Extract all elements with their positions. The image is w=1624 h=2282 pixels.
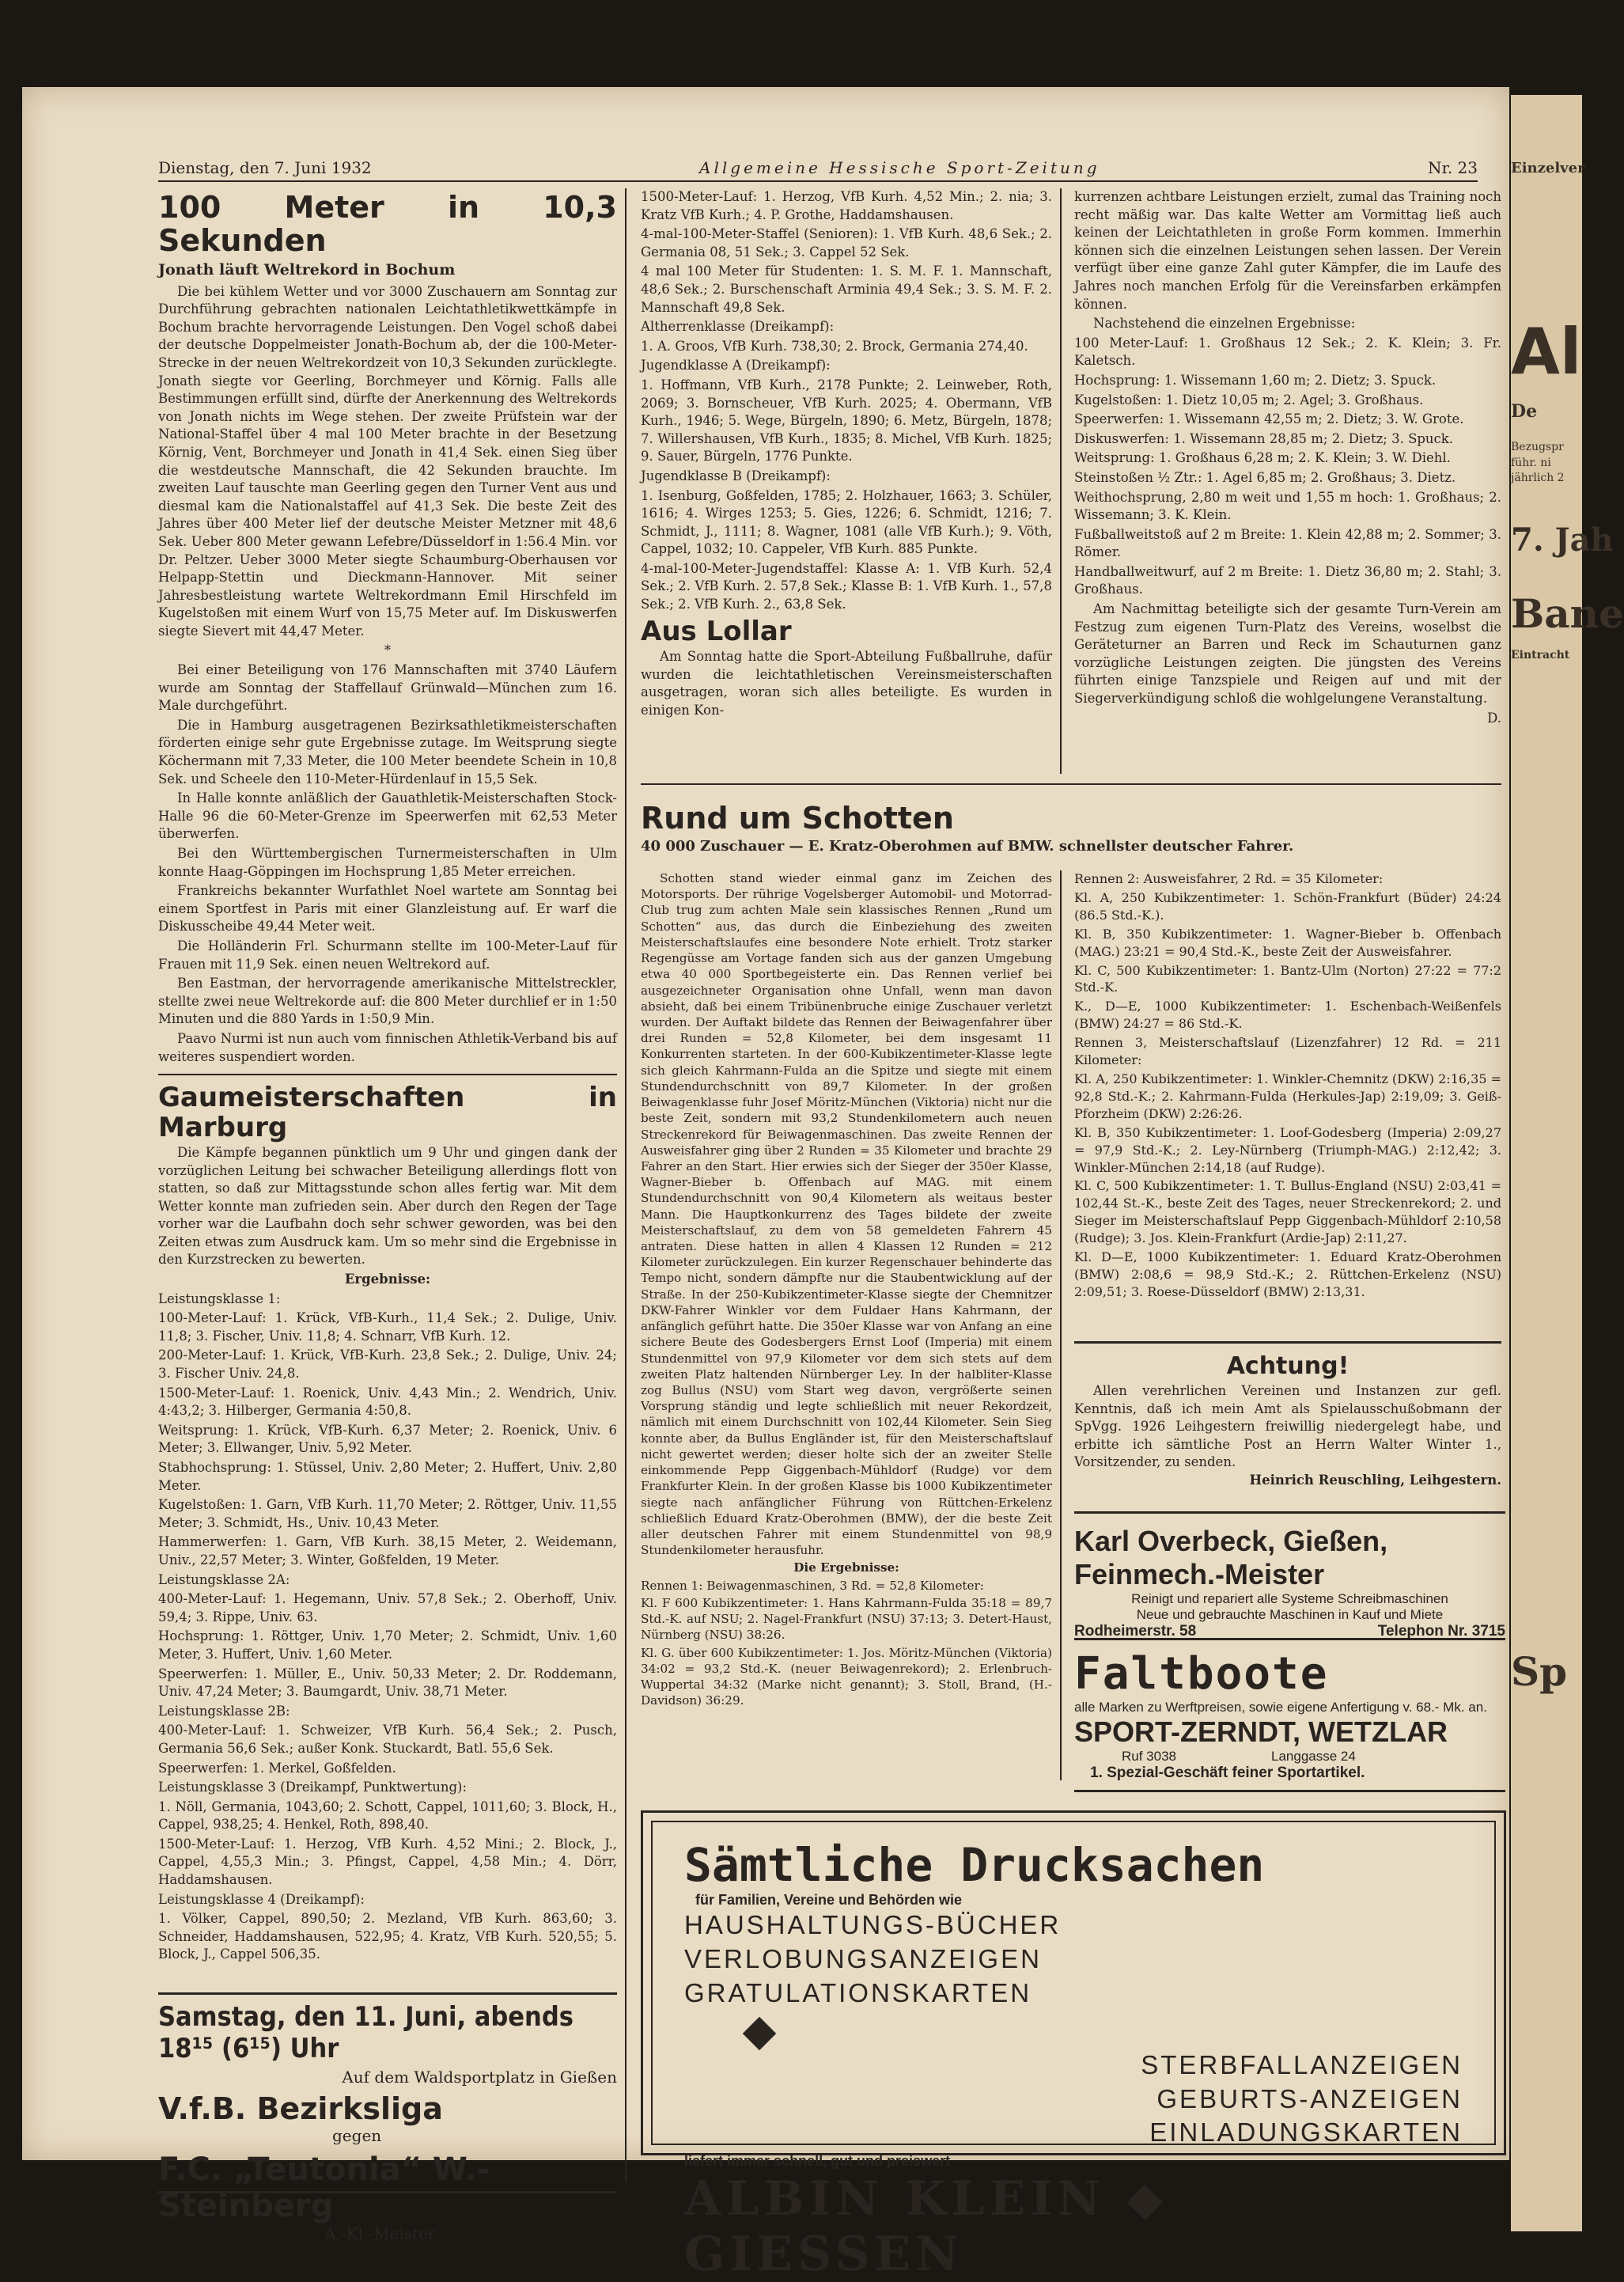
article-paragraph: Ben Eastman, der hervorragende amerikanische Mittelstreckler, stellte zwei neue Weltrekorde auf: die 800 Meter durchlief er in 1:50 Minuten und die 880 Yards in 1:50,9 Min. (158, 976, 617, 1027)
result-line: Rennen 2: Ausweisfahrer, 2 Rd. = 35 Kilometer: (1074, 871, 1384, 886)
result-line: Altherrenklasse (Dreikampf): (641, 319, 835, 335)
article-paragraph: Die bei kühlem Wetter und vor 3000 Zuschauern am Sonntag zur Durchführung gebrachten nationalen Leichtathletikwettkämpfe in Bochum brachte hervorragende Leistungen. Den Vogel schoß dabei der deutsche Doppelmeister Jonath-Bochum ab, der die 100-Meter-Strecke in der neuen Weltrekordzeit von 10,3 Sekunden zurücklegte. Jonath siegte vor Geerling, Borchmeyer und Körnig. Falls alle Bestimmungen erfüllt sind, dürfte der Anerkennung des Weltrekords von Jonath nichts im Wege stehen. Der zweite Prüfstein war der National-Staffel über 4 mal 100 Meter brachte in der Besetzung Körnig, Vent, Borchmeyer und Jonath in 41,4 Sek. einen Sieg über die westdeutsche Mannschaft, die 42 Sekunden brauchte. Im zweiten Lauf tauschte man Geerling gegen den Turner Vent aus und diesmal kam die Nationalstaffel auf 41,3 Sek. Die beste Zeit des Jahres über 400 Meter lief der deutsche Meister Metzner mit 48,6 Sek. Ueber 800 Meter gewann Lefebre/Düsseldorf in 1:56.4 Min. vor Dr. Peltzer. Ueber 3000 Meter siegte Schaumburg-Oberhausen vor Helpapp-Stettin und Dieckmann-Hannover. Mit seiner Jahresbestleistung wartete Weltrekordmann Emil Hirschfeld im Kugelstoßen mit einem Wurf von 15,75 Meter auf. Im Diskuswerfen siegte Sievert mit 44,47 Meter. (158, 283, 617, 639)
ad-overbeck-phone: Telephon Nr. 3715 (1377, 1623, 1505, 1639)
result-line: Steinstoßen ½ Ztr.: 1. Agel 6,85 m; 2. Großhaus; 3. Dietz. (1074, 469, 1456, 485)
ad-match-vs: gegen (332, 2126, 382, 2145)
result-line: Leistungsklasse 2A: (158, 1571, 290, 1587)
article-paragraph: In Halle konnte anläßlich der Gauathletik-Meisterschaften Stock-Halle 96 die 60-Meter-Grenze im Speerwerfen mit 62,53 Meter überwerfen. (158, 790, 617, 842)
results-heading: Ergebnisse: (344, 1272, 431, 1287)
result-line: Stabhochsprung: 1. Stüssel, Univ. 2,80 Meter; 2. Huffert, Univ. 2,80 Meter. (158, 1460, 617, 1493)
result-line: 1. Völker, Cappel, 890,50; 2. Mezland, VfB Kurh. 863,60; 3. Schneider, Haddamshausen, 522,95; 4. Kratz, VfB Kurh. 520,55; 5. Block, J., Cappel 506,35. (158, 1911, 617, 1962)
result-line: 100 Meter-Lauf: 1. Großhaus 12 Sek.; 2. K. Klein; 3. Fr. Kaletsch. (1074, 335, 1501, 369)
result-line: Kl. C, 500 Kubikzentimeter: 1. Bantz-Ulm (Norton) 27:22 = 77:2 Std.-K. (1074, 962, 1501, 995)
column-divider (625, 188, 627, 2182)
edge-text: Bane (1511, 589, 1624, 637)
column-2 (641, 188, 1052, 721)
result-line: Kugelstoßen: 1. Dietz 10,05 m; 2. Agel; 3. Großhaus. (1074, 392, 1424, 408)
notice-text: Allen verehrlichen Vereinen und Instanzen zur gefl. Kenntnis, daß ich mein Amt als Spielausschußobmann der SpVgg. 1926 Leihgestern freiwillig niedergelegt habe, und erbitte ich sämtliche Post an Herrn Walter Winter 1., Vorsitzender, zu senden. (1074, 1383, 1501, 1470)
ad-drucksachen-item: GEBURTS-ANZEIGEN (1156, 2083, 1463, 2113)
header-title: Allgemeine Hessische Sport-Zeitung (699, 158, 1100, 177)
ad-drucksachen (641, 1810, 1506, 2282)
ad-drucksachen-item: EINLADUNGSKARTEN (1149, 2117, 1463, 2147)
result-line: 1. Isenburg, Goßfelden, 1785; 2. Holzhauer, 1663; 3. Schüler, 1616; 4. Wirges 1253; 5. Gies, 1226; 6. Schmidt, 1216; 7. Schmidt, J., 1111; 8. Wagner, 1081 (alle VfB Kurh.); 9. Vöth, Cappel, 1032; 10. Cappeler, VfB Kurh. 885 Punkte. (641, 487, 1052, 557)
ad-drucksachen-item: STERBFALLANZEIGEN (1141, 2049, 1463, 2079)
article-paragraph: Die Kämpfe begannen pünktlich um 9 Uhr und gingen dank der vorzüglichen Leitung bei schwacher Beteiligung allerdings flott von statten, so daß zur Mittagsstunde schon alles fertig war. Mit dem Wetter konnte man zufrieden sein. Aber durch den Regen der Tage vorher war die Laufbahn doch sehr schwer geworden, was bei den Zeiten etwas zum Ausdruck kam. Um so mehr sind die Ergebnisse in den Kurzstrecken zu bewerten. (158, 1144, 617, 1268)
result-line: 1500-Meter-Lauf: 1. Herzog, VfB Kurh. 4,52 Mini.; 2. Block, J., Cappel, 4,55,3 Min.; 3. Pfingst, Cappel, 4,58 Min.; 4. Dörr, Haddamshausen. (158, 1836, 617, 1888)
result-line: Hochsprung: 1. Wissemann 1,60 m; 2. Dietz; 3. Spuck. (1074, 372, 1437, 388)
result-line: Diskuswerfen: 1. Wissemann 28,85 m; 2. Dietz; 3. Spuck. (1074, 430, 1454, 446)
result-line: K., D—E, 1000 Kubikzentimeter: 1. Eschenbach-Weißenfels (BMW) 24:27 = 86 Std.-K. (1074, 999, 1501, 1032)
diamond-ornament-icon (743, 2016, 776, 2049)
result-line: Weitsprung: 1. Großhaus 6,28 m; 2. K. Klein; 3. W. Diehl. (1074, 450, 1451, 466)
article-paragraph: Am Nachmittag beteiligte sich der gesamte Turn-Verein am Festzug zum eigenen Turn-Platz des Vereins, woselbst die Geräteturner an Barren und Reck im Schauturnen ganz vorzügliche Leistungen zeigten. Die jüngsten des Vereins führten einige Tanzspiele und Reigen auf und mit der Siegerverkündigung schloß die wohlgelungene Veranstaltung. (1074, 601, 1501, 707)
article-paragraph: Schotten stand wieder einmal ganz im Zeichen des Motorsports. Der rührige Vogelsberger Automobil- und Motorrad-Club trug zum achten Male sein klassisches Rennen „Rund um Schotten“ aus, das durch die Einbeziehung des zweiten Meisterschaftslaufes eine besondere Note erhielt. Trotz starker Regengüsse am Vortage fanden sich aus der ganzen Umgebung etwa 40 000 Sportbegeisterte ein. Das Rennen verlief bei ausgezeichneter Organisation ohne Unfall, wenn man davon absieht, daß bei einem Tribünenbruche einige Zuschauer verletzt wurden. Der Auftakt bildete das Rennen der Beiwagenfahrer über drei Runden = 52,8 Kilometer, bei dem insgesamt 11 Konkurrenten starteten. In der 600-Kubikzentimeter-Klasse legte sich gleich Kahrmann-Fulda an die Spitze und siegte mit einem Stundendurchschnitt von 89,7 Kilometer. In der großen Beiwagenklasse fuhr Josef Möritz-München (Viktoria) nicht nur die beste Zeit, sondern mit 93,2 Stundenkilometern auch neuen Streckenrekord für Beiwagenmaschinen. Das zweite Rennen der Ausweisfahrer ging über 2 Runden = 35 Kilometer und brachte 29 Fahrer an den Start. Hier erwies sich der Sieger der 350er Klasse, Wagner-Bieber b. Offenbach auf MAG. mit einem Stundendurchschnitt von 90,4 Kilometern als weitaus bester Mann. Die Hauptkonkurrenz des Tages bildete der zweite Meisterschaftslauf, zu dem von 58 gemeldeten Fahrern 45 antraten. Diese hatten in allen 4 Klassen 12 Runden = 212 Kilometer zurückzulegen. Ein kurzer Regenschauer behinderte das Tempo nicht, sondern dämpfte nur die Staubentwicklung auf der Straße. In der 250-Kubikzentimeter-Klasse siegte der Chemnitzer DKW-Fahrer Winkler vor dem Fuldaer Hans Kahrmann, der anfänglich geführt hatte. Die 350er Klasse war von Anfang an eine sichere Beute des Godesbergers Ernst Loof (Imperia) mit einem Stundenmittel von 97,9 Kilometer vor dem sich stets auf dem zweiten Platz haltenden Nürnberger Ley. In der halbliter-Klasse zog Bullus (NSU) vom Start weg davon, vergrößerte seinen Vorsprung ständig und legte schließlich mit neuer Rekordzeit, nämlich mit einem Durchschnitt von 102,44 Kilometer. Sein Sieg konnte aber, da Bullus Engländer ist, für den Meisterschaftslauf nicht gewertet werden; dieser holte sich der an zweiter Stelle einkommende Pepp Giggenbach-Mühldorf (Rudge) vor dem Frankfurter Klein. In der großen Klasse bis 1000 Kubikzentimeter siegte nach anfänglicher Führung von Rüttchen-Erkelenz schließlich Eduard Kratz-Oberohmen (BMW), der die beste Zeit aller deutschen Fahrer mit einem Stundenmittel von 98,9 Stundenkilometer herausfuhr. (641, 871, 1052, 1558)
ad-overbeck-line: Neue und gebrauchte Maschinen in Kauf und Miete (1136, 1607, 1444, 1622)
edge-text: führ. ni (1511, 456, 1551, 469)
result-line: 4 mal 100 Meter für Studenten: 1. S. M. F. 1. Mannschaft, 48,6 Sek.; 2. Burschenschaft Arminia 49,4 Sek.; 3. S. M. F. 2. Mannschaft 49,8 Sek. (641, 263, 1052, 315)
ad-faltboote-line: alle Marken zu Werftpreisen, sowie eigene Anfertigung v. 68.- Mk. an. (1074, 1700, 1487, 1715)
ad-drucksachen-item: HAUSHALTUNGS-BÜCHER (684, 1910, 1062, 1939)
result-line: 4-mal-100-Meter-Staffel (Senioren): 1. VfB Kurh. 48,6 Sek.; 2. Germania 08, 51 Sek.; 3. Cappel 52 Sek. (641, 226, 1052, 260)
header-number: Nr. 23 (1427, 158, 1478, 177)
result-line: Hochsprung: 1. Röttger, Univ. 1,70 Meter; 2. Schmidt, Univ. 1,60 Meter, 3. Huffert, Univ. 1,60 Meter. (158, 1628, 617, 1662)
notice-achtung (1074, 1341, 1501, 1490)
header-date: Dienstag, den 7. Juni 1932 (158, 158, 372, 177)
result-line: Weitsprung: 1. Krück, VfB-Kurh. 6,37 Meter; 2. Roenick, Univ. 6 Meter; 3. Ellwanger, Univ. 5,92 Meter. (158, 1422, 617, 1456)
page-header (158, 150, 1478, 182)
result-line: Handballweitwurf, auf 2 m Breite: 1. Dietz 36,80 m; 2. Stahl; 3. Großhaus. (1074, 563, 1501, 597)
adjacent-page-edge (1511, 95, 1624, 2231)
ad-match-team-home: V.f.B. Bezirksliga (158, 2091, 443, 2126)
result-line: Speerwerfen: 1. Merkel, Goßfelden. (158, 1760, 396, 1776)
ad-faltboote-contact (1074, 1749, 1505, 1765)
article-paragraph: kurrenzen achtbare Leistungen erzielt, zumal das Training noch recht mäßig war. Das kalte Wetter am Vormittag ließ auch keinen der Leichtathleten in große Form kommen. Immerhin können sich die einzelnen Leistungen sehen lassen. Der Verein verfügt über eine ganze Zahl guter Kämpfer, die im Laufe des Jahres noch manchen Erfolg für die Vereinsfarben erkämpfen können. (1074, 189, 1501, 312)
result-line: 1500-Meter-Lauf: 1. Herzog, VfB Kurh. 4,52 Min.; 2. nia; 3. Kratz VfB Kurh.; 4. P. Grothe, Haddamshausen. (641, 189, 1052, 222)
result-line: Weithochsprung, 2,80 m weit und 1,55 m hoch: 1. Großhaus; 2. Wissemann; 3. K. Klein. (1074, 489, 1501, 523)
ad-match-league: A.-Kl.-Meister (324, 2224, 436, 2243)
ad-drucksachen-inner (651, 1821, 1496, 2282)
ad-drucksachen-subtitle: für Familien, Vereine und Behörden wie (695, 1892, 963, 1908)
result-line: Kl. D—E, 1000 Kubikzentimeter: 1. Eduard Kratz-Oberohmen (BMW) 2:08,6 = 98,9 Std.-K.; 2. Rüttchen-Erkelenz (NSU) 2:09,51; 3. Roese-Düsseldorf (BMW) 2:13,31. (1074, 1249, 1501, 1299)
result-line: Fußballweitstoß auf 2 m Breite: 1. Klein 42,88 m; 2. Sommer; 3. Römer. (1074, 526, 1501, 560)
edge-text: 7. Jah (1511, 521, 1614, 559)
result-line: Rennen 1: Beiwagenmaschinen, 3 Rd. = 52,8 Kilometer: (641, 1578, 984, 1593)
result-line: Speerwerfen: 1. Wissemann 42,55 m; 2. Dietz; 3. W. Grote. (1074, 411, 1464, 427)
ad-faltboote (1074, 1638, 1505, 1792)
article-paragraph: Nachstehend die einzelnen Ergebnisse: (1093, 316, 1356, 332)
results-heading: Die Ergebnisse: (793, 1560, 899, 1575)
result-line: Hammerwerfen: 1. Garn, VfB Kurh. 38,15 Meter, 2. Weidemann, Univ., 22,57 Meter; 3. Winter, Goßfelden, 19 Meter. (158, 1534, 617, 1567)
results-list-marburg (158, 1291, 617, 1964)
column-1 (158, 188, 617, 1965)
edge-text: jährlich 2 (1511, 472, 1565, 485)
ad-drucksachen-title: Sämtliche Drucksachen (684, 1838, 1265, 1892)
edge-text: Al (1511, 315, 1582, 389)
result-line: Kl. A, 250 Kubikzentimeter: 1. Winkler-Chemnitz (DKW) 2:16,35 = 92,8 Std.-K.; 2. Kahrmann-Fulda (Herkules-Jap) 2:19,09; 3. Geiß- Pforzheim (DKW) 2:26:26. (1074, 1071, 1501, 1121)
column-divider (1060, 188, 1062, 774)
result-line: Kl. B, 350 Kubikzentimeter: 1. Loof-Godesberg (Imperia) 2:09,27 = 97,9 Std.-K.; 2. Ley-Nürnberg (Triumph-MAG.) 2:12,42; 3. Winkler-München 2:14,18 (auf Rudge). (1074, 1124, 1501, 1175)
result-line: Rennen 3, Meisterschaftslauf (Lizenzfahrer) 12 Rd. = 211 Kilometer: (1074, 1035, 1501, 1068)
result-line: Kl. C, 500 Kubikzentimeter: 1. T. Bullus-England (NSU) 2:03,41 = 102,44 St.-K., beste Zeit des Tages, neuer Streckenrekord; 2. und Sieger im Meisterschaftslauf Pepp Giggenbach-Mühldorf 2:10,58 (Rudge); 3. Jos. Klein-Frankfurt (Ardie-Jap) 2:11,27. (1074, 1178, 1501, 1246)
result-line: Leistungsklasse 1: (158, 1291, 281, 1306)
ad-faltboote-phone: Ruf 3038 (1122, 1749, 1176, 1764)
notice-signature: Heinrich Reuschling, Leihgestern. (1249, 1473, 1501, 1488)
ad-drucksachen-item: VERLOBUNGSANZEIGEN (684, 1943, 1042, 1973)
headline-gaumeisterschaften: Gaumeisterschaften in Marburg (158, 1082, 617, 1143)
result-line: Kl. F 600 Kubikzentimeter: 1. Hans Kahrmann-Fulda 35:18 = 89,7 Std.-K. auf NSU; 2. Nagel-Frankfurt (NSU) 37:13; 3. Detert-Haust, Nürnberg (NSU) 38:26. (641, 1595, 1052, 1643)
article-signature: D. (1487, 710, 1501, 726)
ad-drucksachen-company: ALBIN KLEIN ◆ GIESSEN (684, 2171, 1168, 2282)
ad-faltboote-company: SPORT-ZERNDT, WETZLAR (1074, 1715, 1448, 1748)
ad-overbeck (1074, 1511, 1505, 1640)
newspaper-page (22, 87, 1509, 2282)
ad-match-date: Samstag, den 11. Juni, abends 18¹⁵ (6¹⁵) Uhr (158, 2001, 574, 2064)
result-line: 200-Meter-Lauf: 1. Krück, VfB-Kurh. 23,8 Sek.; 2. Dulige, Univ. 24; 3. Fischer Univ. 24,8. (158, 1348, 617, 1382)
schotten-left-column (641, 870, 1052, 1710)
result-line: 1. Hoffmann, VfB Kurh., 2178 Punkte; 2. Leinweber, Roth, 2069; 3. Bornscheuer, VfB Kurh. 2025; 4. Obermann, VfB Kurh., 1946; 5. Wege, Bürgeln, 1890; 6. Metz, Bürgeln, 1878; 7. Willershausen, VfB Kurh., 1835; 8. Michel, VfB Kurh. 1825; 9. Sauer, Bürgeln, 1776 Punkte. (641, 377, 1052, 464)
result-line: Jugendklasse A (Dreikampf): (641, 358, 831, 373)
ad-faltboote-street: Langgasse 24 (1271, 1749, 1356, 1764)
edge-text: Sp (1511, 1648, 1568, 1696)
star-separator: * (384, 643, 392, 658)
column-divider (1060, 870, 1062, 1780)
article-paragraph: Frankreichs bekannter Wurfathlet Noel wartete am Sonntag bei einem Sportfest in Paris mit einer Glanzleistung auf. Er warf die Diskusscheibe 49,44 Meter weit. (158, 883, 617, 934)
ad-overbeck-line: Reinigt und repariert alle Systeme Schreibmaschinen (1131, 1591, 1448, 1606)
result-line: Kl. B, 350 Kubikzentimeter: 1. Wagner-Bieber b. Offenbach (MAG.) 23:21 = 90,4 Std.-K., beste Zeit der Ausweisfahrer. (1074, 926, 1501, 959)
edge-text: De (1511, 401, 1538, 423)
result-line: 1. A. Groos, VfB Kurh. 738,30; 2. Brock, Germania 274,40. (641, 338, 1028, 354)
subheadline-jonath: Jonath läuft Weltrekord in Bochum (158, 260, 456, 279)
ad-vfb-match (158, 1992, 617, 2243)
result-line: Speerwerfen: 1. Müller, E., Univ. 50,33 Meter; 2. Dr. Roddemann, Univ. 47,24 Meter; 3. Baumgardt, Univ. 38,71 Meter. (158, 1666, 617, 1700)
article-paragraph: Bei den Württembergischen Turnermeisterschaften in Ulm konnte Haag-Göppingen im Hochsprung 1,85 Meter erreichen. (158, 846, 617, 879)
article-schotten (641, 799, 1501, 859)
article-paragraph: Die Holländerin Frl. Schurmann stellte im 100-Meter-Lauf für Frauen mit 11,9 Sek. einen neuen Weltrekord auf. (158, 938, 617, 972)
column-3 (1074, 188, 1501, 729)
result-line: Leistungsklasse 2B: (158, 1703, 290, 1719)
result-line: Leistungsklasse 4 (Dreikampf): (158, 1891, 365, 1907)
ad-faltboote-tagline: 1. Spezial-Geschäft feiner Sportartikel. (1090, 1765, 1365, 1781)
result-line: 400-Meter-Lauf: 1. Schweizer, VfB Kurh. 56,4 Sek.; 2. Pusch, Germania 56,6 Sek.; außer Konk. Stuckardt, Batl. 55,6 Sek. (158, 1723, 617, 1756)
headline-lollar: Aus Lollar (641, 615, 792, 647)
edge-text: Eintracht (1511, 648, 1570, 661)
edge-text: Einzelver (1511, 160, 1585, 176)
headline-100m: 100 Meter in 10,3 Sekunden (158, 190, 617, 258)
article-paragraph: Bei einer Beteiligung von 176 Mannschaften mit 3740 Läufern wurde am Sonntag der Staffellauf Grünwald—München zum 16. Male durchgeführt. (158, 662, 617, 714)
result-line: 1. Nöll, Germania, 1043,60; 2. Schott, Cappel, 1011,60; 3. Block, H., Cappel, 938,25; 4. Henkel, Roth, 898,40. (158, 1799, 617, 1833)
result-line: Kl. A, 250 Kubikzentimeter: 1. Schön-Frankfurt (Büder) 24:24 (86.5 Std.-K.). (1074, 889, 1501, 923)
ad-match-team-away: F.C. „Teutonia“ W.-Steinberg (158, 2151, 490, 2224)
headline-schotten: Rund um Schotten (641, 801, 954, 836)
result-line: 400-Meter-Lauf: 1. Hegemann, Univ. 57,8 Sek.; 2. Oberhoff, Univ. 59,4; 3. Rippe, Univ. 63. (158, 1591, 617, 1624)
ad-drucksachen-item: GRATULATIONSKARTEN (684, 1977, 1032, 2007)
result-line: Leistungsklasse 3 (Dreikampf, Punktwertung): (158, 1780, 468, 1795)
article-paragraph: Am Sonntag hatte die Sport-Abteilung Fußballruhe, dafür wurden die leichtathletischen Vereinsmeisterschaften ausgetragen, woran sich alles beteiligte. Es wurden in einigen Kon- (641, 649, 1052, 718)
ad-overbeck-address: Rodheimerstr. 58 (1074, 1623, 1197, 1639)
ad-match-venue: Auf dem Waldsportplatz in Gießen (342, 2068, 617, 2087)
edge-text: Bezugspr (1511, 440, 1564, 453)
schotten-right-column (1074, 870, 1501, 1302)
article-paragraph: Paavo Nurmi ist nun auch vom finnischen Athletik-Verband bis auf weiteres suspendiert worden. (158, 1030, 617, 1064)
result-line: Jugendklasse B (Dreikampf): (641, 468, 831, 483)
notice-title: Achtung! (1226, 1352, 1350, 1380)
result-line: Kl. G. über 600 Kubikzentimeter: 1. Jos. Möritz-München (Viktoria) 34:02 = 93,2 Std.-K. (neuer Beiwagenrekord); 2. Erlenbruch-Wuppertal 34:32 (Marke nicht genannt); 3. Stoll, Brand, (H.-Davidson) 36:29. (641, 1645, 1052, 1708)
ad-overbeck-title: Karl Overbeck, Gießen, Feinmech.-Meister (1074, 1525, 1388, 1590)
result-line: Kugelstoßen: 1. Garn, VfB Kurh. 11,70 Meter; 2. Röttger, Univ. 11,55 Meter; 3. Schmidt, Hs., Univ. 10,43 Meter. (158, 1497, 617, 1530)
ad-drucksachen-tagline: liefert immer schnell, gut und preiswert (684, 2153, 951, 2170)
ad-faltboote-title: Faltboote (1074, 1648, 1329, 1700)
article-paragraph: Die in Hamburg ausgetragenen Bezirksathletikmeisterschaften förderten einige sehr gute Ergebnisse zutage. Im Weitsprung siegte Köchermann mit 7,33 Meter, die 100 Meter beendete Schein in 10,8 Sek. und Scheele den 110-Meter-Hürdenlauf in 15,5 Sek. (158, 717, 617, 787)
subheadline-schotten: 40 000 Zuschauer — E. Kratz-Oberohmen auf BMW. schnellster deutscher Fahrer. (641, 837, 1294, 855)
result-line: 1500-Meter-Lauf: 1. Roenick, Univ. 4,43 Min.; 2. Wendrich, Univ. 4:43,2; 3. Hilberger, Germania 4:50,8. (158, 1385, 617, 1419)
result-line: 4-mal-100-Meter-Jugendstaffel: Klasse A: 1. VfB Kurh. 52,4 Sek.; 2. VfB Kurh. 2. 57,8 Sek.; Klasse B: 1. VfB Kurh. 1., 57,8 Sek.; 2. VfB Kurh. 2., 63,8 Sek. (641, 560, 1052, 612)
result-line: 100-Meter-Lauf: 1. Krück, VfB-Kurh., 11,4 Sek.; 2. Dulige, Univ. 11,8; 3. Fischer, Univ. 11,8; 4. Schnarr, VfB Kurh. 12. (158, 1310, 617, 1344)
divider (158, 1074, 617, 1075)
section-divider (641, 783, 1501, 785)
